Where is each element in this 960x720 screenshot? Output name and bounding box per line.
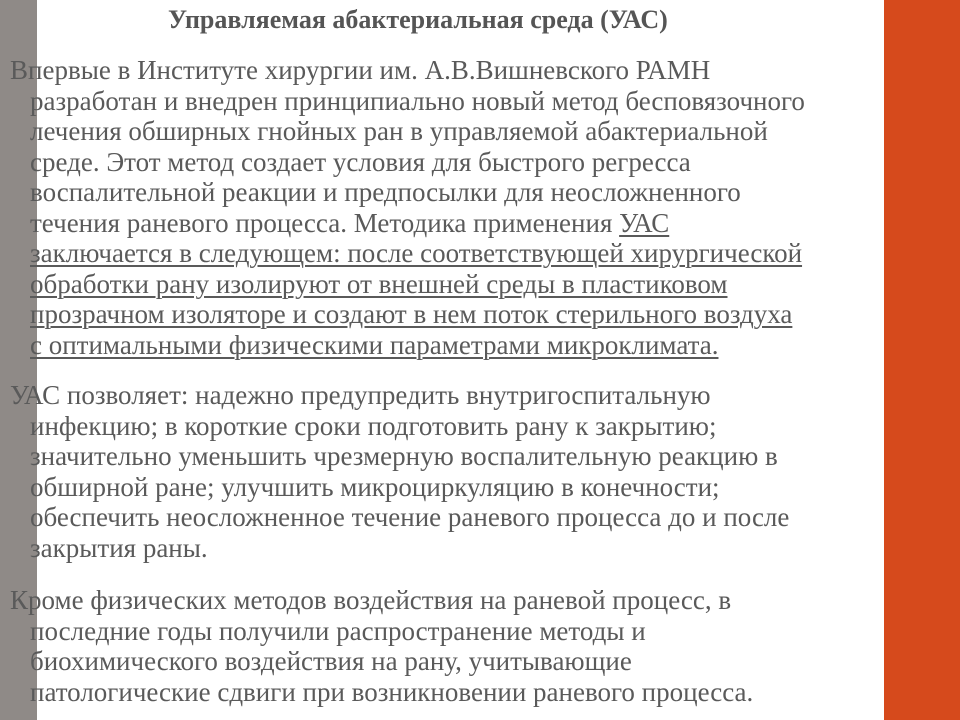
text-line: обеспечить неосложненное течение раневого процесса до и после: [30, 502, 790, 532]
text-line: воспалительной реакции и предпосылки для неосложненного: [30, 177, 741, 207]
text-line: обширной ране; улучшить микроциркуляцию в конечности;: [30, 471, 720, 502]
text-line: биохимического воздействия на рану, учитывающие: [30, 646, 632, 676]
text-line: патологические сдвиги при возникновении раневого процесса.: [30, 676, 754, 707]
text-line: последние годы получили распространение методы и: [30, 615, 646, 646]
text-line: закрытия раны.: [30, 532, 208, 563]
text-line-with-underline: [10, 208, 950, 239]
text-line: значительно уменьшить чрезмерную воспалительную реакцию в: [30, 441, 778, 471]
text-line: среде. Этот метод создает условия для быстрого регресса: [30, 146, 691, 177]
underlined-line: заключается в следующем: после соответствующей хирургической: [30, 238, 803, 268]
underlined-line: обработки рану изолируют от внешней среды в пластиковом: [30, 268, 728, 299]
text-line: УАС позволяет: надежно предупредить внутригоспитальную: [10, 380, 711, 410]
slide-title: Управляемая абактериальная среда (УАС): [168, 5, 668, 34]
underlined-line: с оптимальными физическими параметрами микроклимата.: [30, 329, 719, 360]
underlined-line: прозрачном изоляторе и создают в нем поток стерильного воздуха: [30, 299, 793, 329]
text-line: Впервые в Институте хирургии им. А.В.Вишневского РАМН: [10, 55, 711, 85]
text-line: лечения обширных гнойных ран в управляемой абактериальной: [30, 116, 768, 146]
paragraph-biochemical: [10, 585, 950, 707]
text-line: инфекцию; в короткие сроки подготовить рану к закрытию;: [30, 410, 717, 441]
text-line: Кроме физических методов воздействия на раневой процесс, в: [10, 585, 732, 615]
text-line: разработан и внедрен принципиально новый метод бесповязочного: [30, 85, 805, 116]
paragraph-intro: [10, 55, 950, 360]
text-segment: течения раневого процесса. Методика применения: [30, 207, 620, 238]
paragraph-benefits: [10, 380, 950, 563]
underlined-segment: УАС: [619, 207, 670, 238]
